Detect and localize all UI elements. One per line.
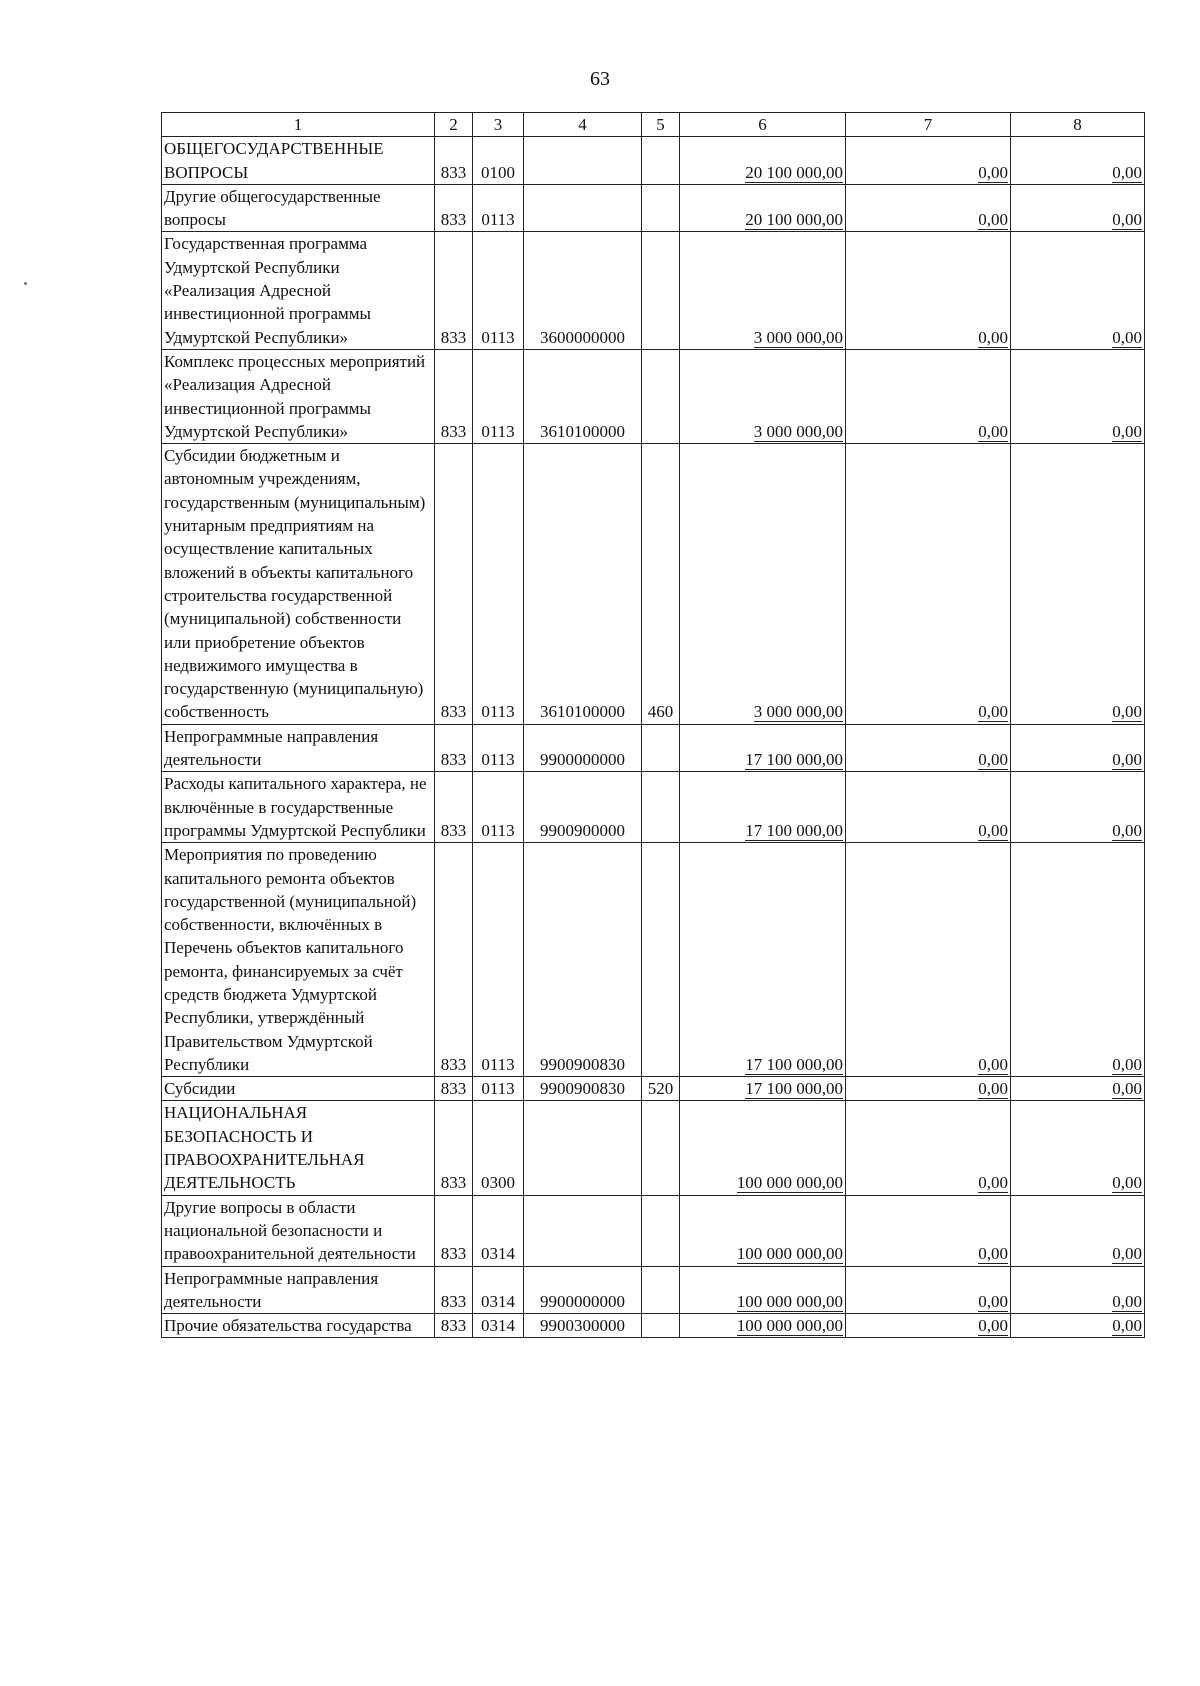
amount-value: 0,00 xyxy=(1112,702,1142,722)
amount-value: 20 100 000,00 xyxy=(745,210,843,230)
amount-value: 0,00 xyxy=(1112,1173,1142,1193)
target-article-cell: 9900900830 xyxy=(524,843,642,1077)
amount-col6-cell xyxy=(680,444,846,725)
amount-col6-cell xyxy=(680,137,846,185)
expense-type-cell xyxy=(642,1195,680,1266)
target-article-cell xyxy=(524,184,642,232)
target-article-cell: 9900900830 xyxy=(524,1077,642,1101)
budget-table-container xyxy=(161,112,1144,1338)
section-code-cell: 0314 xyxy=(473,1314,524,1338)
ministry-code-cell: 833 xyxy=(435,772,473,843)
section-code-cell: 0300 xyxy=(473,1101,524,1195)
amount-value: 0,00 xyxy=(1112,162,1142,182)
table-row xyxy=(162,1101,1145,1195)
amount-col7-cell xyxy=(846,724,1011,772)
amount-col6-cell xyxy=(680,1101,846,1195)
amount-col8-cell xyxy=(1011,184,1145,232)
target-article-cell: 3600000000 xyxy=(524,232,642,349)
section-code-cell: 0314 xyxy=(473,1195,524,1266)
expense-type-cell xyxy=(642,843,680,1077)
amount-value: 100 000 000,00 xyxy=(736,1291,843,1311)
amount-value: 0,00 xyxy=(1112,820,1142,840)
amount-col8-cell xyxy=(1011,724,1145,772)
amount-value: 0,00 xyxy=(1112,327,1142,347)
amount-value: 100 000 000,00 xyxy=(736,1244,843,1264)
amount-col8-cell xyxy=(1011,1195,1145,1266)
scan-speck xyxy=(24,282,27,285)
target-article-cell: 9900000000 xyxy=(524,1266,642,1314)
expense-type-cell xyxy=(642,349,680,443)
amount-col7-cell xyxy=(846,1101,1011,1195)
amount-col7-cell xyxy=(846,1314,1011,1338)
amount-col8-cell xyxy=(1011,1266,1145,1314)
header-row xyxy=(162,113,1145,137)
amount-value: 0,00 xyxy=(978,820,1008,840)
section-code-cell: 0113 xyxy=(473,724,524,772)
amount-value: 0,00 xyxy=(978,1291,1008,1311)
amount-col7-cell xyxy=(846,349,1011,443)
column-header: 4 xyxy=(524,113,642,137)
amount-value: 0,00 xyxy=(978,750,1008,770)
amount-value: 17 100 000,00 xyxy=(745,820,843,840)
expense-type-cell xyxy=(642,137,680,185)
amount-value: 0,00 xyxy=(978,702,1008,722)
expense-type-cell: 520 xyxy=(642,1077,680,1101)
section-code-cell: 0113 xyxy=(473,1077,524,1101)
amount-col7-cell xyxy=(846,843,1011,1077)
ministry-code-cell: 833 xyxy=(435,1077,473,1101)
amount-col6-cell xyxy=(680,1314,846,1338)
expense-type-cell xyxy=(642,1101,680,1195)
target-article-cell: 3610100000 xyxy=(524,349,642,443)
ministry-code-cell: 833 xyxy=(435,1195,473,1266)
amount-col7-cell xyxy=(846,184,1011,232)
amount-value: 3 000 000,00 xyxy=(753,421,843,441)
section-code-cell: 0113 xyxy=(473,232,524,349)
amount-col6-cell xyxy=(680,772,846,843)
target-article-cell xyxy=(524,1101,642,1195)
amount-col8-cell xyxy=(1011,843,1145,1077)
amount-col6-cell xyxy=(680,1266,846,1314)
amount-value: 17 100 000,00 xyxy=(745,1079,843,1099)
table-row xyxy=(162,1314,1145,1338)
amount-col6-cell xyxy=(680,232,846,349)
amount-col6-cell xyxy=(680,349,846,443)
table-row xyxy=(162,232,1145,349)
item-name-cell: Комплекс процессных мероприятий «Реализация Адресной инвестиционной программы Удмуртской Республики» xyxy=(162,349,435,443)
table-body xyxy=(162,137,1145,1338)
section-code-cell: 0100 xyxy=(473,137,524,185)
amount-col8-cell xyxy=(1011,444,1145,725)
item-name-cell: ОБЩЕГОСУДАРСТВЕННЫЕ ВОПРОСЫ xyxy=(162,137,435,185)
target-article-cell: 9900900000 xyxy=(524,772,642,843)
amount-value: 0,00 xyxy=(978,327,1008,347)
table-row xyxy=(162,772,1145,843)
item-name-cell: Государственная программа Удмуртской Республики «Реализация Адресной инвестиционной программы Удмуртской Республики» xyxy=(162,232,435,349)
column-header: 2 xyxy=(435,113,473,137)
table-row xyxy=(162,843,1145,1077)
amount-col8-cell xyxy=(1011,1314,1145,1338)
amount-col8-cell xyxy=(1011,137,1145,185)
amount-col8-cell xyxy=(1011,1101,1145,1195)
item-name-cell: Другие вопросы в области национальной безопасности и правоохранительной деятельности xyxy=(162,1195,435,1266)
amount-value: 17 100 000,00 xyxy=(745,750,843,770)
section-code-cell: 0113 xyxy=(473,843,524,1077)
item-name-cell: Расходы капитального характера, не включённые в государственные программы Удмуртской Республики xyxy=(162,772,435,843)
table-row xyxy=(162,724,1145,772)
item-name-cell: Мероприятия по проведению капитального ремонта объектов государственной (муниципальной) собственности, включённых в Перечень объектов капитального ремонта, финансируемых за счёт средств бюджета Удмуртской Республики, утверждённый Правительством Удмуртской Республики xyxy=(162,843,435,1077)
section-code-cell: 0113 xyxy=(473,349,524,443)
amount-value: 100 000 000,00 xyxy=(736,1316,843,1336)
amount-value: 20 100 000,00 xyxy=(745,162,843,182)
table-row xyxy=(162,137,1145,185)
amount-col7-cell xyxy=(846,1077,1011,1101)
amount-value: 17 100 000,00 xyxy=(745,1054,843,1074)
amount-value: 0,00 xyxy=(978,1054,1008,1074)
section-code-cell: 0113 xyxy=(473,184,524,232)
item-name-cell: Субсидии бюджетным и автономным учреждениям, государственным (муниципальным) унитарным предприятиям на осуществление капитальных вложений в объекты капитального строительства государственной (муниципальной) собственности или приобретение объектов недвижимого имущества в государственную (муниципальную) собственность xyxy=(162,444,435,725)
ministry-code-cell: 833 xyxy=(435,137,473,185)
page-number: 63 xyxy=(590,68,610,90)
amount-value: 3 000 000,00 xyxy=(753,327,843,347)
ministry-code-cell: 833 xyxy=(435,444,473,725)
amount-value: 0,00 xyxy=(1112,1054,1142,1074)
expense-type-cell xyxy=(642,772,680,843)
amount-value: 100 000 000,00 xyxy=(736,1173,843,1193)
amount-col6-cell xyxy=(680,843,846,1077)
amount-value: 3 000 000,00 xyxy=(753,702,843,722)
amount-value: 0,00 xyxy=(1112,1244,1142,1264)
expense-type-cell xyxy=(642,232,680,349)
amount-col7-cell xyxy=(846,232,1011,349)
section-code-cell: 0314 xyxy=(473,1266,524,1314)
table-row xyxy=(162,1266,1145,1314)
amount-value: 0,00 xyxy=(978,162,1008,182)
expense-type-cell xyxy=(642,1314,680,1338)
amount-col8-cell xyxy=(1011,1077,1145,1101)
expense-type-cell xyxy=(642,184,680,232)
amount-value: 0,00 xyxy=(978,210,1008,230)
amount-col6-cell xyxy=(680,1195,846,1266)
item-name-cell: Прочие обязательства государства xyxy=(162,1314,435,1338)
amount-value: 0,00 xyxy=(978,1316,1008,1336)
table-row xyxy=(162,349,1145,443)
expense-type-cell xyxy=(642,724,680,772)
amount-col7-cell xyxy=(846,444,1011,725)
ministry-code-cell: 833 xyxy=(435,232,473,349)
ministry-code-cell: 833 xyxy=(435,843,473,1077)
ministry-code-cell: 833 xyxy=(435,1101,473,1195)
amount-col6-cell xyxy=(680,1077,846,1101)
item-name-cell: Субсидии xyxy=(162,1077,435,1101)
amount-value: 0,00 xyxy=(978,1079,1008,1099)
expense-type-cell xyxy=(642,1266,680,1314)
target-article-cell xyxy=(524,137,642,185)
amount-value: 0,00 xyxy=(1112,210,1142,230)
amount-col6-cell xyxy=(680,184,846,232)
column-header: 6 xyxy=(680,113,846,137)
column-header: 8 xyxy=(1011,113,1145,137)
amount-value: 0,00 xyxy=(1112,1316,1142,1336)
amount-col7-cell xyxy=(846,1195,1011,1266)
amount-value: 0,00 xyxy=(1112,1291,1142,1311)
amount-col7-cell xyxy=(846,1266,1011,1314)
amount-col7-cell xyxy=(846,137,1011,185)
ministry-code-cell: 833 xyxy=(435,1266,473,1314)
amount-value: 0,00 xyxy=(978,1173,1008,1193)
column-header: 3 xyxy=(473,113,524,137)
amount-col8-cell xyxy=(1011,232,1145,349)
budget-table xyxy=(161,112,1145,1338)
amount-col6-cell xyxy=(680,724,846,772)
expense-type-cell: 460 xyxy=(642,444,680,725)
item-name-cell: Другие общегосударственные вопросы xyxy=(162,184,435,232)
table-row xyxy=(162,444,1145,725)
column-header: 1 xyxy=(162,113,435,137)
column-header: 5 xyxy=(642,113,680,137)
table-row xyxy=(162,1077,1145,1101)
amount-value: 0,00 xyxy=(1112,750,1142,770)
item-name-cell: Непрограммные направления деятельности xyxy=(162,1266,435,1314)
ministry-code-cell: 833 xyxy=(435,349,473,443)
item-name-cell: НАЦИОНАЛЬНАЯ БЕЗОПАСНОСТЬ И ПРАВООХРАНИТЕЛЬНАЯ ДЕЯТЕЛЬНОСТЬ xyxy=(162,1101,435,1195)
amount-value: 0,00 xyxy=(1112,421,1142,441)
ministry-code-cell: 833 xyxy=(435,1314,473,1338)
amount-value: 0,00 xyxy=(978,421,1008,441)
amount-col8-cell xyxy=(1011,349,1145,443)
amount-col8-cell xyxy=(1011,772,1145,843)
target-article-cell: 9900300000 xyxy=(524,1314,642,1338)
table-row xyxy=(162,184,1145,232)
ministry-code-cell: 833 xyxy=(435,724,473,772)
ministry-code-cell: 833 xyxy=(435,184,473,232)
target-article-cell xyxy=(524,1195,642,1266)
target-article-cell: 9900000000 xyxy=(524,724,642,772)
column-header: 7 xyxy=(846,113,1011,137)
target-article-cell: 3610100000 xyxy=(524,444,642,725)
amount-value: 0,00 xyxy=(1112,1079,1142,1099)
amount-value: 0,00 xyxy=(978,1244,1008,1264)
section-code-cell: 0113 xyxy=(473,772,524,843)
table-row xyxy=(162,1195,1145,1266)
item-name-cell: Непрограммные направления деятельности xyxy=(162,724,435,772)
amount-col7-cell xyxy=(846,772,1011,843)
section-code-cell: 0113 xyxy=(473,444,524,725)
